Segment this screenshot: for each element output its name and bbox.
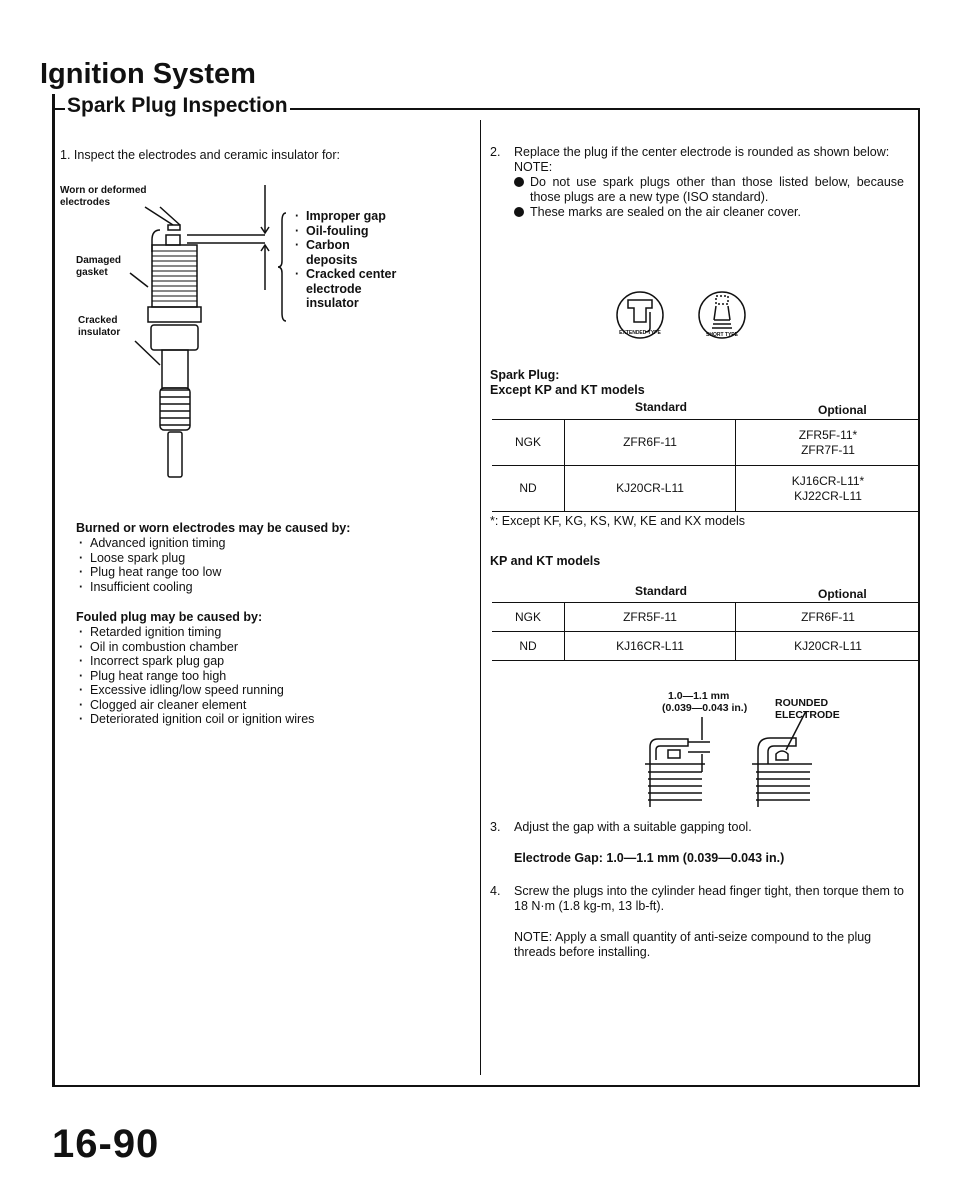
page-title: Ignition System <box>40 58 256 90</box>
extended-type-mark <box>617 292 663 338</box>
electrode-gap-diagrams <box>640 712 840 822</box>
optional-cell: ZFR6F-11 <box>736 603 921 632</box>
column-header-optional: Optional <box>818 403 867 417</box>
label-worn-electrodes: Worn or deformed electrodes <box>60 185 147 208</box>
checklist-item: · Carbon deposits <box>292 238 402 267</box>
cause-item: · Advanced ignition timing <box>76 536 466 551</box>
kp-kt-heading: KP and KT models <box>490 554 601 568</box>
cause-item: · Loose spark plug <box>76 551 466 566</box>
step-1: 1. Inspect the electrodes and ceramic insulator for: <box>60 148 341 162</box>
cause-item: · Deteriorated ignition coil or ignition wires <box>76 712 466 727</box>
note-label: NOTE: <box>514 160 553 174</box>
bullet-icon <box>514 207 524 217</box>
checklist-item: · Improper gap <box>292 209 402 224</box>
column-header-optional: Optional <box>818 587 867 601</box>
normal-electrode-diagram <box>645 717 710 807</box>
standard-cell: KJ16CR-L11 <box>565 632 736 661</box>
fouled-heading: Fouled plug may be caused by: <box>76 610 263 624</box>
anti-seize-note: NOTE: Apply a small quantity of anti-seize compound to the plug threads before installing. <box>514 930 872 959</box>
cause-item: · Plug heat range too low <box>76 565 466 580</box>
step-3-number: 3. <box>490 820 501 834</box>
page-number: 16-90 <box>52 1122 160 1166</box>
step-2: Replace the plug if the center electrode is rounded as shown below: NOTE: Do not use spark plugs other than those listed below, because those plugs are a new type (ISO standard). These marks are sealed on the air cleaner cover. <box>514 145 904 219</box>
frame-border <box>52 1085 920 1087</box>
table-row <box>492 420 920 466</box>
defect-checklist <box>292 209 402 311</box>
step-2-number: 2. <box>490 145 501 159</box>
table-row <box>492 632 920 661</box>
standard-cell: ZFR5F-11 <box>565 603 736 632</box>
cause-item: · Retarded ignition timing <box>76 625 466 640</box>
checklist-item: · Cracked center electrode insulator <box>292 267 402 311</box>
table-row <box>492 466 920 512</box>
cause-item: · Oil in combustion chamber <box>76 640 466 655</box>
brand-cell: NGK <box>492 420 565 466</box>
step-4-number: 4. <box>490 884 501 898</box>
column-divider <box>480 120 481 1075</box>
burned-heading: Burned or worn electrodes may be caused by: <box>76 521 351 535</box>
cause-item: · Excessive idling/low speed running <box>76 683 466 698</box>
brand-cell: NGK <box>492 603 565 632</box>
brand-cell: ND <box>492 466 565 512</box>
section-title: Spark Plug Inspection <box>67 94 288 117</box>
spark-plug-diagram <box>60 185 460 495</box>
svg-text:EXTENDED TYPE: EXTENDED TYPE <box>619 330 661 336</box>
footnote: *: Except KF, KG, KS, KW, KE and KX models <box>490 514 745 528</box>
step-4: Screw the plugs into the cylinder head finger tight, then torque them to 18 N·m (1.8 kg-m, 13 lb-ft). <box>514 884 904 913</box>
spark-plug-table-standard-models <box>492 419 920 512</box>
spark-plug-table-kp-kt <box>492 602 920 661</box>
short-type-mark <box>699 292 745 338</box>
fouled-causes <box>76 610 466 727</box>
air-cleaner-marks <box>610 282 770 352</box>
cause-item: · Insufficient cooling <box>76 580 466 595</box>
optional-cell: KJ20CR-L11 <box>736 632 921 661</box>
column-header-standard: Standard <box>635 400 688 414</box>
cause-item: · Clogged air cleaner element <box>76 698 466 713</box>
frame-border <box>918 108 920 1086</box>
checklist-item: · Oil-fouling <box>292 224 402 239</box>
optional-cell: ZFR5F-11* ZFR7F-11 <box>736 420 921 466</box>
step-3: Adjust the gap with a suitable gapping tool. <box>514 820 752 834</box>
column-header-standard: Standard <box>635 584 688 598</box>
table-row <box>492 603 920 632</box>
cause-item: · Incorrect spark plug gap <box>76 654 466 669</box>
bullet-icon <box>514 177 524 187</box>
rounded-electrode-diagram <box>752 712 812 807</box>
optional-cell: KJ16CR-L11* KJ22CR-L11 <box>736 466 921 512</box>
electrode-gap-spec: Electrode Gap: 1.0—1.1 mm (0.039—0.043 in.) <box>514 851 785 865</box>
svg-text:SHORT TYPE: SHORT TYPE <box>706 332 738 338</box>
rounded-electrode-label: ROUNDED ELECTRODE <box>775 697 840 721</box>
brand-cell: ND <box>492 632 565 661</box>
spark-plug-heading: Spark Plug: Except KP and KT models <box>490 368 645 397</box>
standard-cell: KJ20CR-L11 <box>565 466 736 512</box>
burned-causes <box>76 521 466 594</box>
label-damaged-gasket: Damaged gasket <box>76 255 122 278</box>
frame-border <box>52 94 55 1086</box>
gap-spec-label: 1.0—1.1 mm (0.039—0.043 in.) <box>662 690 748 714</box>
label-cracked-insulator: Cracked insulator <box>78 315 121 338</box>
cause-item: · Plug heat range too high <box>76 669 466 684</box>
standard-cell: ZFR6F-11 <box>565 420 736 466</box>
